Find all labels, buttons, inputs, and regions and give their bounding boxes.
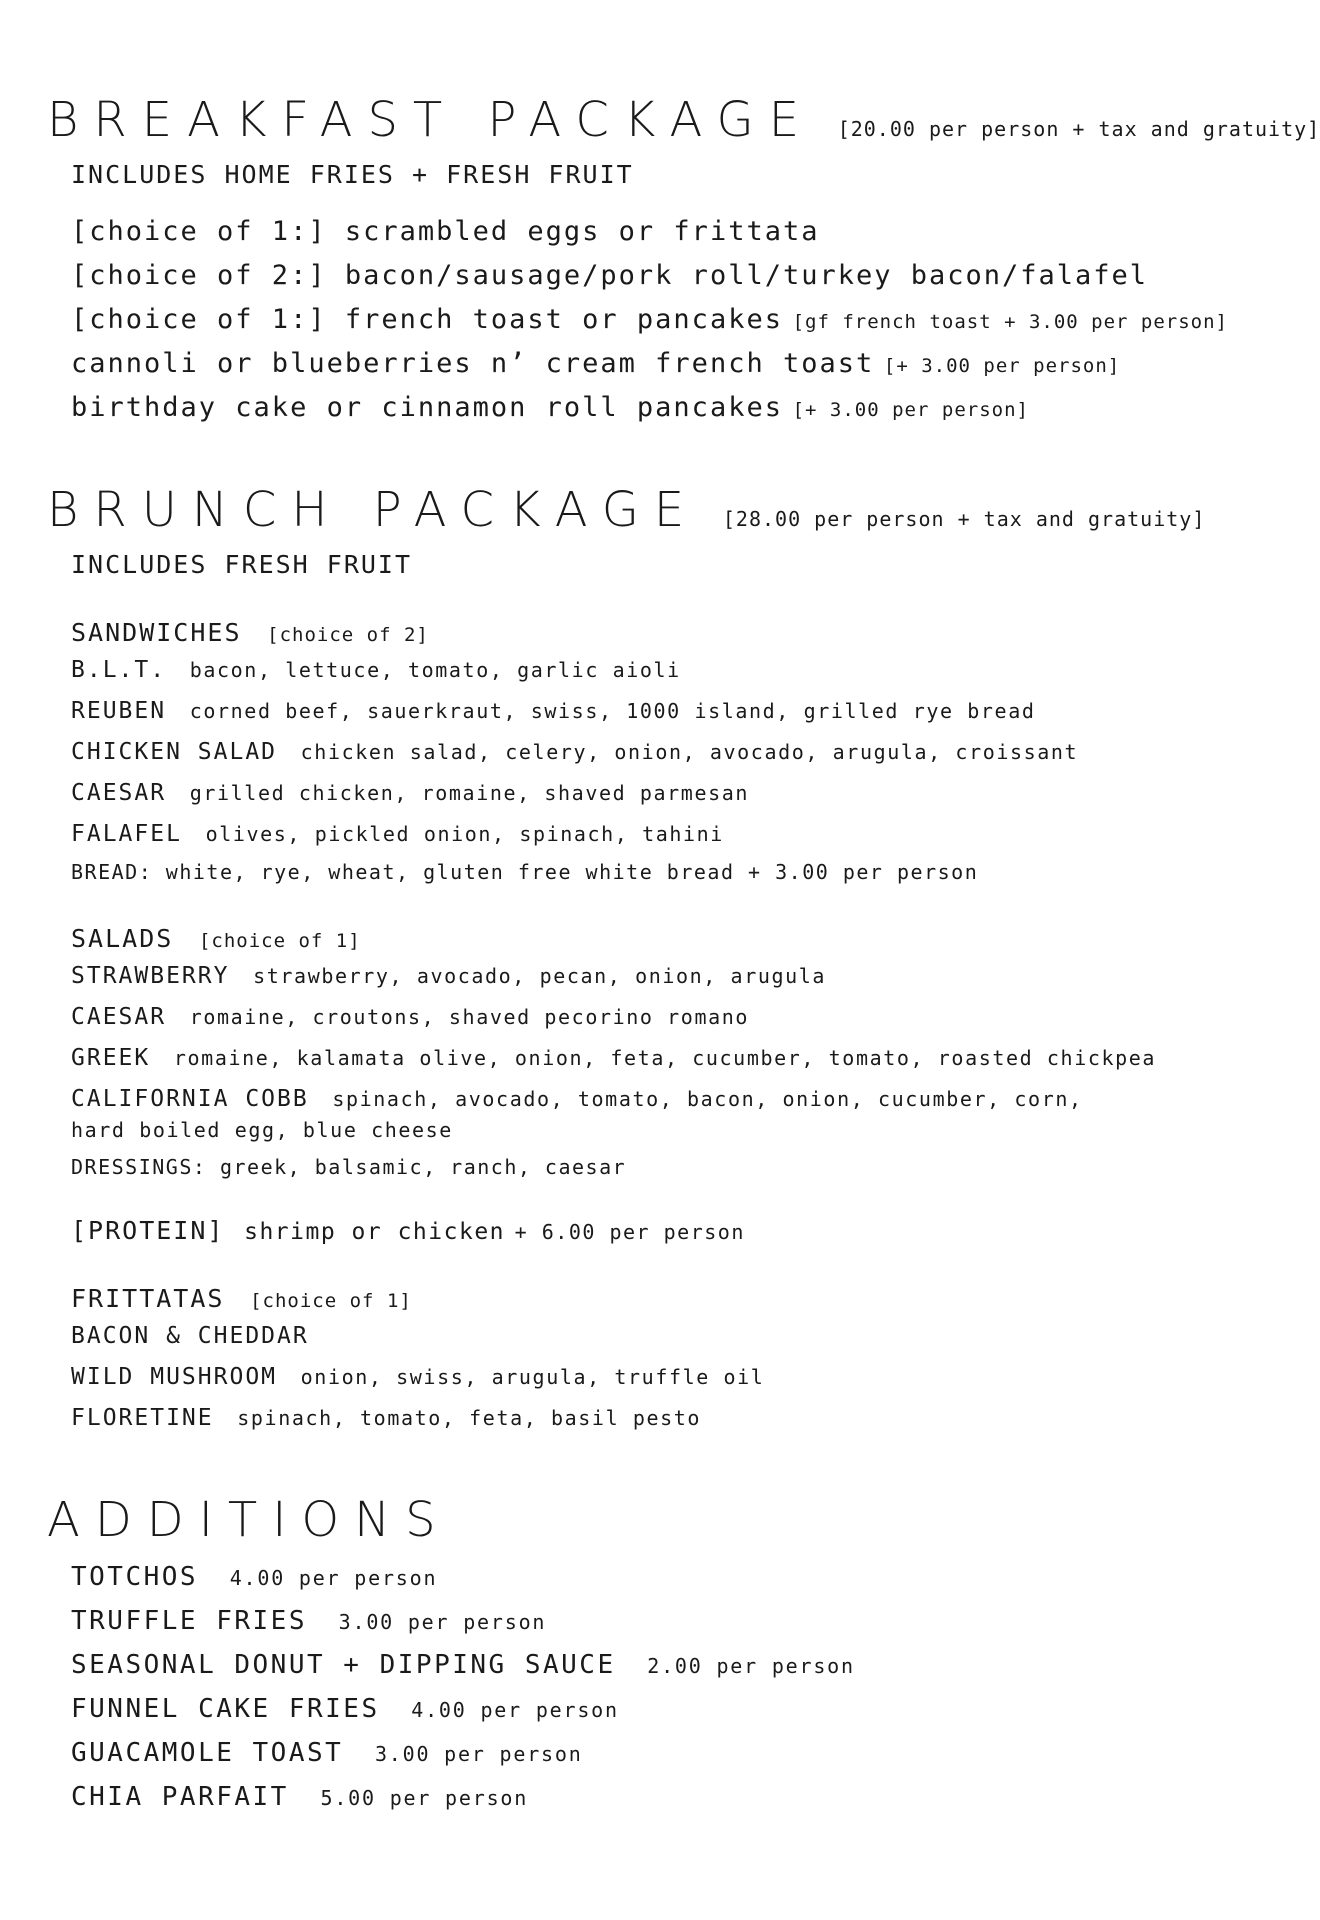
- menu-item: [71, 821, 724, 847]
- addition-name: CHIA PARFAIT: [71, 1782, 289, 1812]
- frittatas-heading-row: [71, 1284, 412, 1313]
- addition-price: 3.00 per person: [338, 1610, 547, 1634]
- menu-item: [71, 1405, 701, 1431]
- additions-title: ADDITIONS: [47, 1492, 451, 1548]
- item-description: grilled chicken, romaine, shaved parmesan: [189, 781, 750, 805]
- addition-price: 4.00 per person: [229, 1566, 438, 1590]
- breakfast-line-text: [choice of 1:] french toast or pancakes: [71, 304, 783, 335]
- menu-item: [71, 1004, 749, 1030]
- addition-name: FUNNEL CAKE FRIES: [71, 1694, 380, 1724]
- breakfast-line: [71, 348, 1120, 379]
- salads-heading-row: [71, 924, 361, 953]
- breakfast-line-text: cannoli or blueberries n’ cream french toast: [71, 348, 875, 379]
- sandwiches-heading: SANDWICHES: [71, 618, 242, 647]
- brunch-includes: INCLUDES FRESH FRUIT: [71, 550, 413, 579]
- menu-item: [71, 1086, 1083, 1112]
- dressings-footnote: DRESSINGS: greek, balsamic, ranch, caesar: [71, 1155, 627, 1179]
- frittatas-note: [choice of 1]: [250, 1290, 412, 1312]
- protein-text: shrimp or chicken: [244, 1219, 506, 1245]
- breakfast-line: [71, 260, 1148, 291]
- breakfast-title: BREAKFAST PACKAGE: [47, 92, 815, 148]
- addition-item: [71, 1694, 619, 1724]
- item-description: romaine, croutons, shaved pecorino romano: [189, 1005, 750, 1029]
- item-name: CAESAR: [71, 1004, 167, 1030]
- menu-item: [71, 780, 749, 806]
- item-description-continued: hard boiled egg, blue cheese: [71, 1118, 453, 1142]
- item-name: CAESAR: [71, 780, 167, 806]
- breakfast-line-note: [+ 3.00 per person]: [792, 399, 1029, 421]
- addition-price: 4.00 per person: [411, 1698, 619, 1722]
- breakfast-line: [71, 392, 1029, 423]
- item-name: CHICKEN SALAD: [71, 739, 278, 765]
- brunch-price: [28.00 per person + tax and gratuity]: [722, 507, 1206, 531]
- breakfast-price: [20.00 per person + tax and gratuity]: [837, 117, 1320, 141]
- addition-item: [71, 1738, 583, 1768]
- item-name: GREEK: [71, 1045, 151, 1071]
- item-description: romaine, kalamata olive, onion, feta, cucumber, tomato, roasted chickpea: [173, 1046, 1157, 1070]
- item-name: CALIFORNIA COBB: [71, 1086, 309, 1112]
- breakfast-line-text: [choice of 1:] scrambled eggs or frittata: [71, 216, 820, 247]
- item-name: STRAWBERRY: [71, 963, 230, 989]
- sandwiches-heading-row: [71, 618, 429, 647]
- item-description: bacon, lettuce, tomato, garlic aioli: [189, 658, 681, 682]
- item-description: chicken salad, celery, onion, avocado, arugula, croissant: [300, 740, 1079, 764]
- item-name: REUBEN: [71, 698, 167, 724]
- brunch-header: [47, 482, 1206, 538]
- breakfast-line-note: [+ 3.00 per person]: [883, 355, 1121, 377]
- addition-name: TRUFFLE FRIES: [71, 1606, 307, 1636]
- breakfast-line-text: [choice of 2:] bacon/sausage/pork roll/turkey bacon/falafel: [71, 260, 1149, 291]
- addition-price: 5.00 per person: [320, 1786, 529, 1810]
- addition-name: SEASONAL DONUT + DIPPING SAUCE: [71, 1650, 616, 1680]
- addition-item: [71, 1782, 528, 1812]
- menu-item: [71, 1045, 1156, 1071]
- salads-heading: SALADS: [71, 924, 174, 953]
- addition-name: GUACAMOLE TOAST: [71, 1738, 344, 1768]
- breakfast-includes: INCLUDES HOME FRIES + FRESH FRUIT: [71, 160, 634, 189]
- item-description: spinach, avocado, tomato, bacon, onion, cucumber, corn,: [332, 1087, 1083, 1111]
- protein-price: + 6.00 per person: [514, 1220, 745, 1244]
- item-name: WILD MUSHROOM: [71, 1364, 278, 1390]
- protein-label: [PROTEIN]: [71, 1216, 225, 1245]
- breakfast-line-text: birthday cake or cinnamon roll pancakes: [71, 392, 783, 423]
- protein-row: [71, 1216, 745, 1245]
- breakfast-line: [71, 304, 1228, 335]
- bread-footnote: BREAD: white, rye, wheat, gluten free white bread + 3.00 per person: [71, 860, 979, 884]
- addition-item: [71, 1606, 546, 1636]
- breakfast-line-note: [gf french toast + 3.00 per person]: [792, 311, 1228, 333]
- addition-name: TOTCHOS: [71, 1562, 199, 1592]
- menu-item: [71, 963, 826, 989]
- additions-header: [47, 1492, 451, 1548]
- menu-item: [71, 1364, 764, 1390]
- item-name: FLORETINE: [71, 1405, 214, 1431]
- item-name: FALAFEL: [71, 821, 182, 847]
- breakfast-header: [47, 92, 1320, 148]
- menu-item: [71, 657, 681, 683]
- addition-price: 2.00 per person: [647, 1654, 855, 1678]
- addition-price: 3.00 per person: [374, 1742, 583, 1766]
- menu-item: [71, 698, 1035, 724]
- item-description: spinach, tomato, feta, basil pesto: [237, 1406, 702, 1430]
- menu-item: [71, 1323, 309, 1349]
- item-name: B.L.T.: [71, 657, 167, 683]
- salads-note: [choice of 1]: [198, 930, 361, 952]
- menu-item: [71, 739, 1078, 765]
- frittatas-heading: FRITTATAS: [71, 1284, 225, 1313]
- addition-item: [71, 1562, 437, 1592]
- sandwiches-note: [choice of 2]: [267, 624, 429, 646]
- item-description: onion, swiss, arugula, truffle oil: [300, 1365, 765, 1389]
- item-description: corned beef, sauerkraut, swiss, 1000 island, grilled rye bread: [189, 699, 1036, 723]
- item-description: olives, pickled onion, spinach, tahini: [205, 822, 724, 846]
- addition-item: [71, 1650, 855, 1680]
- item-name: BACON & CHEDDAR: [71, 1323, 309, 1349]
- breakfast-line: [71, 216, 819, 247]
- item-description: strawberry, avocado, pecan, onion, arugula: [253, 964, 827, 988]
- brunch-title: BRUNCH PACKAGE: [47, 482, 700, 538]
